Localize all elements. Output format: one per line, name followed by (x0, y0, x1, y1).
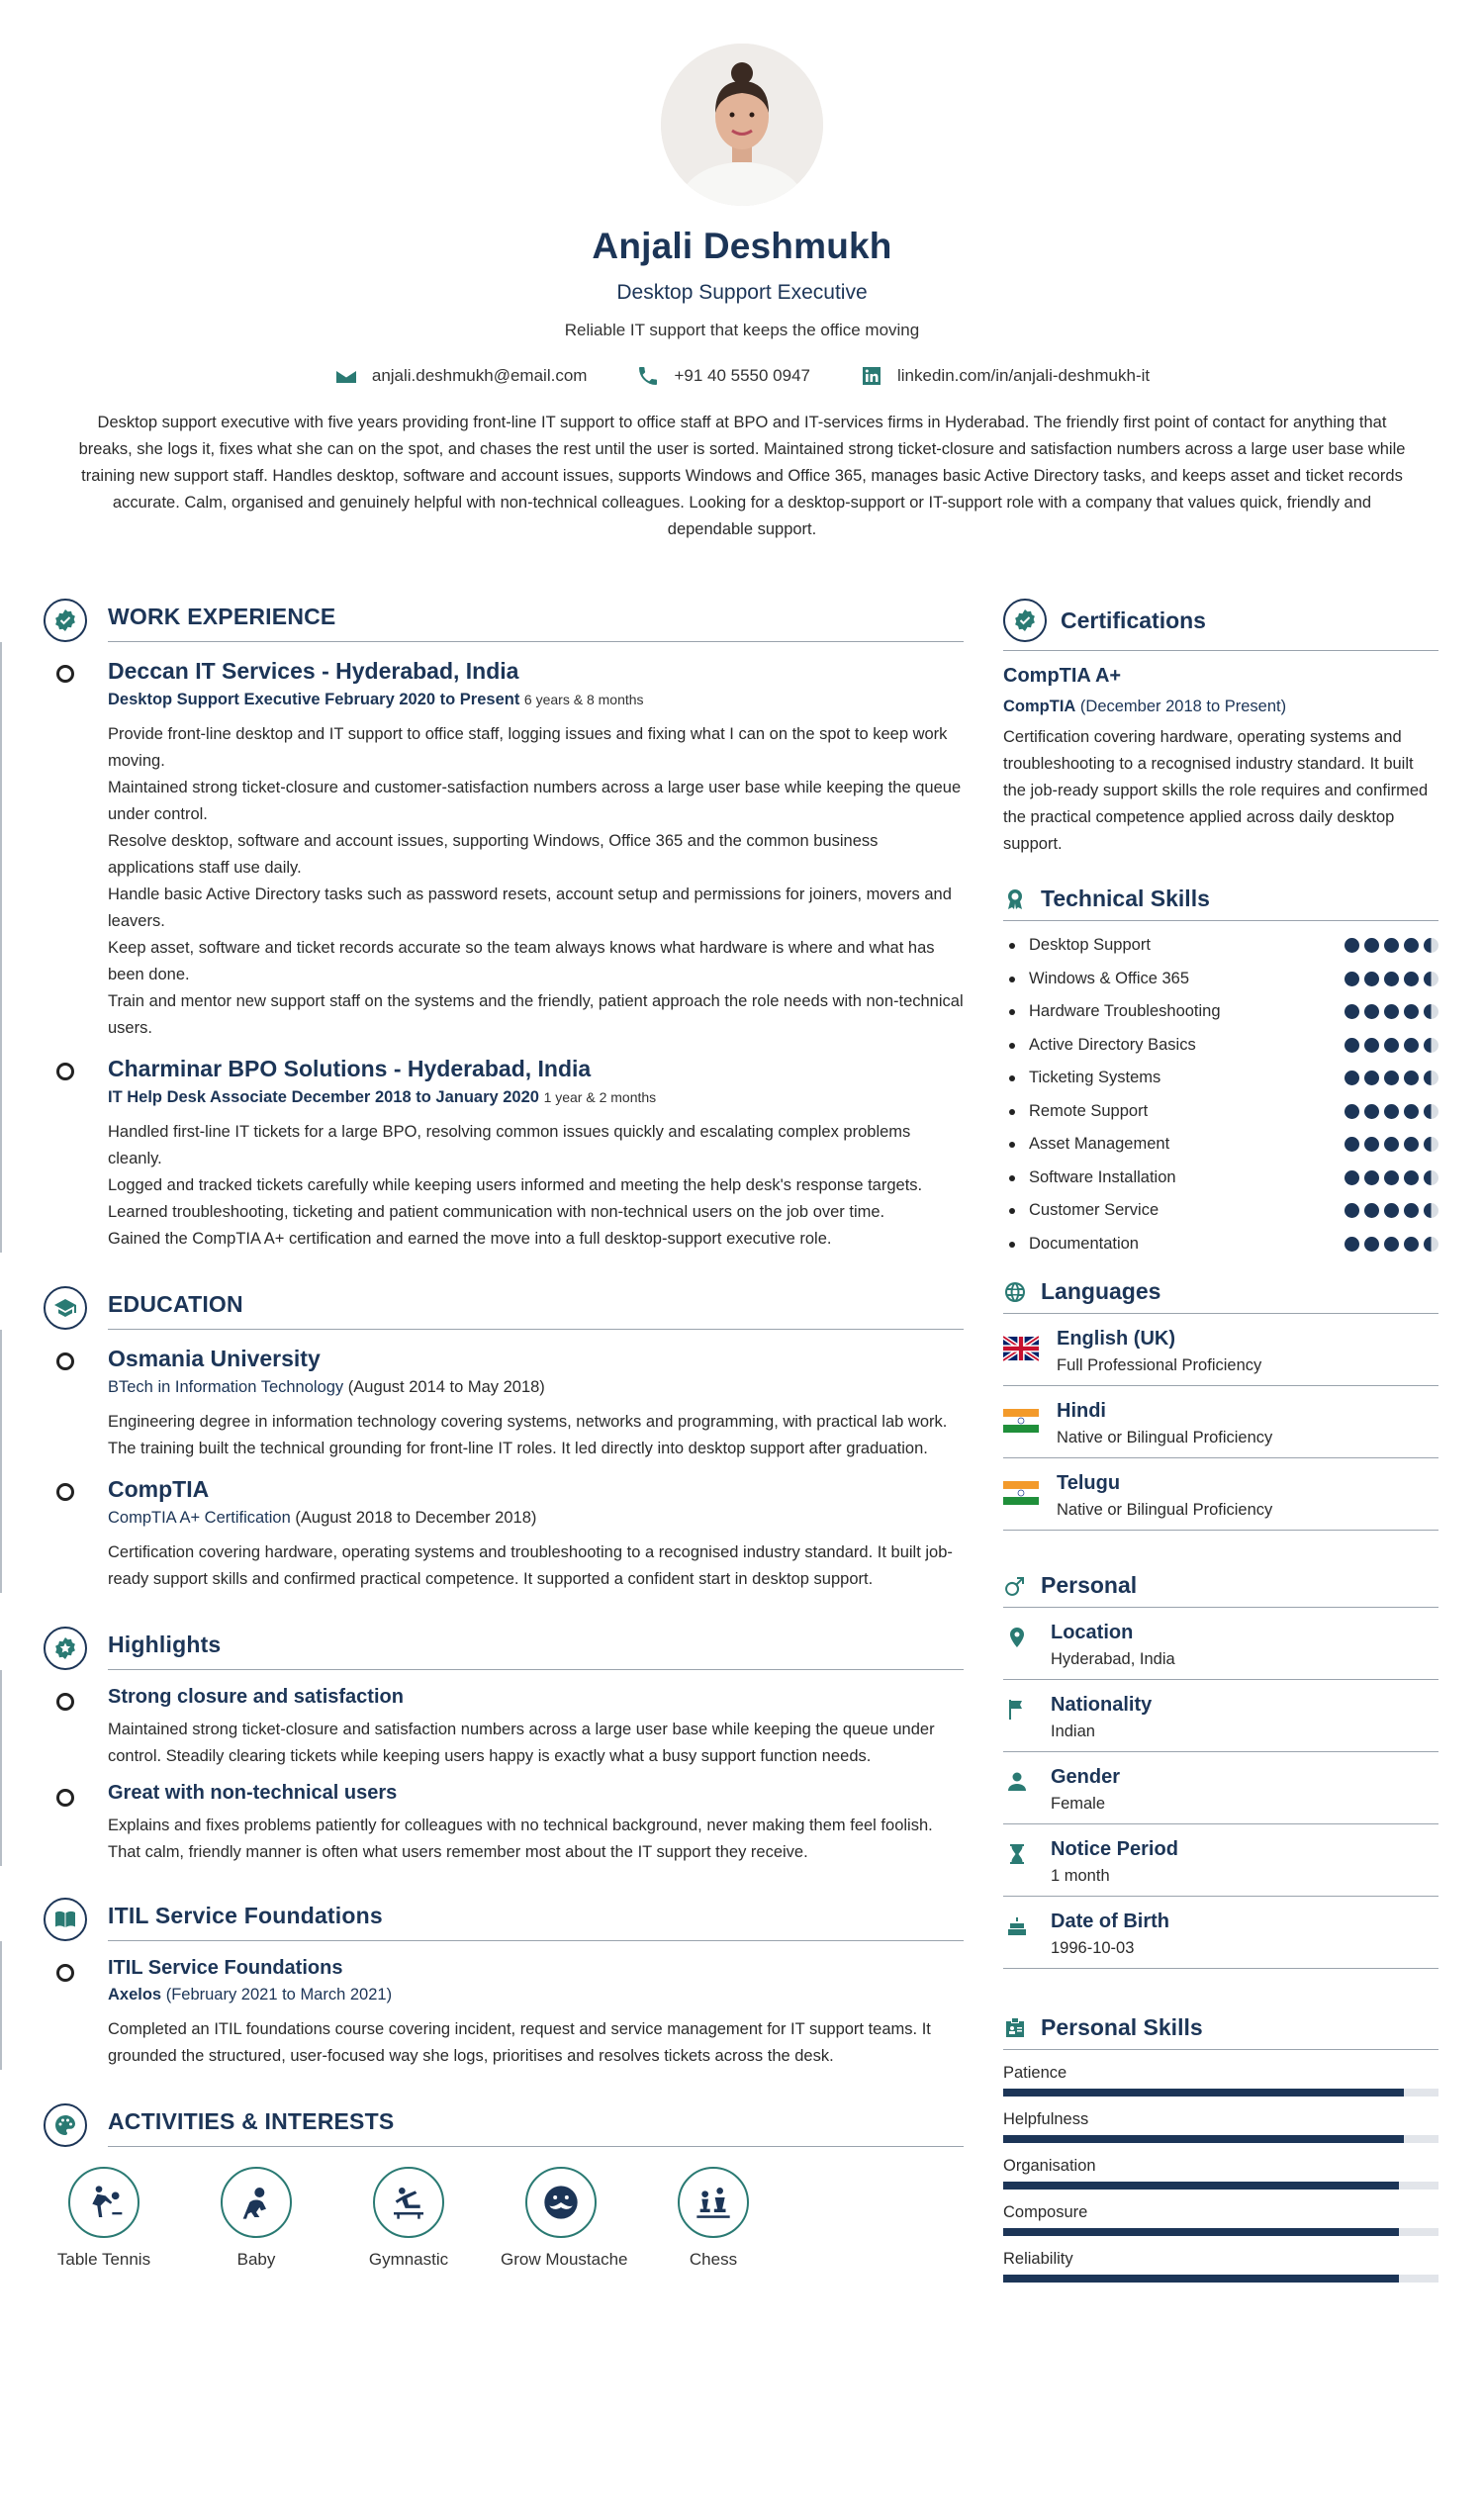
right-column (1003, 599, 1438, 2283)
contact-linkedin[interactable] (860, 364, 1150, 388)
activity-label: Chess (689, 2250, 738, 2269)
email-icon (334, 364, 358, 388)
highlights-section (44, 1627, 964, 1866)
itil-entry-title: ITIL Service Foundations (108, 1957, 343, 1979)
job-position: IT Help Desk Associate (108, 1088, 287, 1106)
languages-title: Languages (1041, 1278, 1161, 1304)
itil-dates: (February 2021 to March 2021) (165, 1986, 393, 2004)
language-name: Telugu (1057, 1472, 1121, 1494)
education-entry (108, 1476, 964, 1593)
technical-skill-name: Hardware Troubleshooting (1029, 1002, 1221, 1021)
job-bullet: Handled first-line IT tickets for a large BPO, resolving common issues quickly and escalating complex problems cleanly. (108, 1123, 911, 1167)
language-item (1003, 1314, 1438, 1386)
job-duration: 1 year & 2 months (543, 1089, 657, 1105)
rating-dot (1424, 1137, 1438, 1152)
rating-dot (1345, 1170, 1359, 1185)
skill-rating (1345, 1170, 1438, 1185)
left-column (44, 599, 964, 2270)
personal-skill-item (1003, 2157, 1438, 2190)
job-bullets (108, 1119, 964, 1253)
rating-dot (1384, 1038, 1399, 1053)
personal-key: Notice Period (1051, 1838, 1178, 1860)
rating-dot (1345, 1104, 1359, 1119)
rating-dot (1364, 972, 1379, 986)
rating-dot (1384, 972, 1399, 986)
rating-dot (1364, 1104, 1379, 1119)
education-entry (108, 1346, 964, 1462)
rating-dot (1384, 1203, 1399, 1218)
education-school: Osmania University (108, 1346, 321, 1371)
language-level: Full Professional Proficiency (1057, 1356, 1262, 1374)
technical-skill-name: Customer Service (1029, 1201, 1159, 1220)
rating-dot (1424, 972, 1438, 986)
technical-skill-item (1003, 1162, 1438, 1195)
gender-male-icon (1003, 1574, 1027, 1598)
person-icon (1005, 1770, 1029, 1794)
activity-label: Grow Moustache (501, 2250, 628, 2269)
email-text: anjali.deshmukh@email.com (371, 366, 588, 385)
highlights-title: Highlights (108, 1631, 222, 1657)
personal-item (1003, 1897, 1438, 1969)
rating-dot (1404, 972, 1419, 986)
skill-rating (1345, 1004, 1438, 1019)
rating-dot (1384, 1004, 1399, 1019)
activities-list (44, 2167, 964, 2270)
linkedin-text: linkedin.com/in/anjali-deshmukh-it (897, 366, 1151, 385)
rating-dot (1364, 938, 1379, 953)
education-desc: Certification covering hardware, operating systems and troubleshooting to a recognised industry standard. It built job-ready support skills and confirmed practical competence. It supported a confident start in desktop support. (108, 1543, 953, 1588)
education-meta (108, 1378, 964, 1397)
activity-item (44, 2167, 164, 2270)
personal-skill-item (1003, 2250, 1438, 2283)
education-degree: CompTIA A+ Certification (108, 1509, 291, 1527)
personal-skill-bar (1003, 2135, 1438, 2143)
job-bullets (108, 721, 964, 1042)
certifications-title: Certifications (1061, 606, 1206, 633)
job-duration: 6 years & 8 months (523, 692, 644, 707)
certificate-badge-icon (1003, 599, 1047, 642)
rating-dot (1424, 1004, 1438, 1019)
education-desc: Engineering degree in information technology covering systems, networks and programming, with practical lab work. The training built the technical grounding for front-line IT roles. It led directly into desktop support after graduation. (108, 1413, 948, 1457)
skill-rating (1345, 1038, 1438, 1053)
certifications-section (1003, 599, 1438, 858)
personal-item (1003, 1680, 1438, 1752)
job-bullet: Resolve desktop, software and account issues, supporting Windows, Office 365 and the common business applications staff use daily. (108, 832, 879, 877)
language-name: Hindi (1057, 1400, 1106, 1422)
job-dates: December 2018 to January 2020 (291, 1088, 539, 1106)
phone-icon (636, 364, 660, 388)
flag-icon (1005, 1698, 1029, 1722)
personal-skill-fill (1003, 2182, 1399, 2190)
job-meta (108, 1088, 964, 1107)
skill-rating (1345, 1203, 1438, 1218)
personal-skill-name: Patience (1003, 2064, 1067, 2082)
candidate-name: Anjali Deshmukh (592, 226, 892, 266)
job-bullet: Logged and tracked tickets carefully while keeping users informed and meeting the help desk's response targets. (108, 1176, 923, 1194)
job-entry (108, 1056, 964, 1253)
table-tennis-icon (84, 2183, 124, 2222)
work-experience-title: WORK EXPERIENCE (108, 604, 336, 629)
language-level: Native or Bilingual Proficiency (1057, 1429, 1273, 1446)
skill-rating (1345, 1237, 1438, 1252)
moustache-icon (541, 2183, 581, 2222)
personal-section (1003, 1572, 1438, 1969)
personal-key: Location (1051, 1622, 1134, 1643)
rating-dot (1404, 1004, 1419, 1019)
education-dates: (August 2018 to December 2018) (295, 1509, 537, 1527)
technical-skill-item (1003, 1062, 1438, 1095)
personal-skill-bar (1003, 2275, 1438, 2283)
highlight-title: Great with non-technical users (108, 1782, 398, 1804)
job-company: Deccan IT Services - Hyderabad, India (108, 658, 519, 684)
job-bullet: Train and mentor new support staff on the systems and the friendly, patient approach the role needs with non-technical users. (108, 992, 964, 1037)
activity-label: Table Tennis (56, 2250, 151, 2269)
activity-item (196, 2167, 317, 2270)
language-item (1003, 1386, 1438, 1458)
education-degree: BTech in Information Technology (108, 1378, 344, 1396)
education-dates: (August 2014 to May 2018) (347, 1378, 545, 1396)
location-pin-icon (1005, 1626, 1029, 1649)
personal-key: Date of Birth (1051, 1911, 1169, 1932)
technical-skill-name: Ticketing Systems (1029, 1069, 1161, 1087)
personal-value: 1 month (1051, 1867, 1110, 1885)
technical-skill-name: Documentation (1029, 1234, 1139, 1253)
graduation-cap-icon (44, 1286, 87, 1330)
personal-skill-item (1003, 2064, 1438, 2097)
rating-dot (1424, 1071, 1438, 1085)
rating-dot (1345, 1071, 1359, 1085)
rating-dot (1364, 1170, 1379, 1185)
language-item (1003, 1458, 1438, 1531)
personal-value: Hyderabad, India (1051, 1650, 1175, 1668)
itil-title: ITIL Service Foundations (108, 1903, 383, 1928)
personal-skills-list (1003, 2064, 1438, 2283)
rating-dot (1384, 1237, 1399, 1252)
linkedin-icon (860, 364, 883, 388)
personal-key: Nationality (1051, 1694, 1153, 1716)
personal-skills-title: Personal Skills (1041, 2014, 1203, 2040)
education-school: CompTIA (108, 1476, 210, 1502)
personal-value: Female (1051, 1795, 1106, 1813)
id-badge-icon (1003, 2016, 1027, 2040)
phone-text: +91 40 5550 0947 (674, 366, 810, 385)
personal-skill-bar (1003, 2182, 1438, 2190)
job-bullet: Keep asset, software and ticket records accurate so the team always knows what hardware is where and what has been done. (108, 939, 935, 983)
activity-item (501, 2167, 628, 2270)
technical-skill-item (1003, 1194, 1438, 1228)
personal-value: Indian (1051, 1723, 1095, 1740)
india-flag-icon (1003, 1480, 1039, 1506)
rating-dot (1424, 1170, 1438, 1185)
languages-section (1003, 1278, 1438, 1531)
rating-dot (1404, 938, 1419, 953)
technical-skill-name: Asset Management (1029, 1135, 1170, 1154)
technical-skill-name: Desktop Support (1029, 936, 1151, 955)
personal-key: Gender (1051, 1766, 1121, 1788)
rating-dot (1345, 938, 1359, 953)
personal-item (1003, 1752, 1438, 1824)
globe-icon (1003, 1280, 1027, 1304)
rating-dot (1384, 1170, 1399, 1185)
personal-title: Personal (1041, 1572, 1138, 1598)
job-position: Desktop Support Executive (108, 691, 321, 708)
personal-skill-item (1003, 2203, 1438, 2236)
star-badge-icon (44, 1627, 87, 1670)
candidate-role: Desktop Support Executive (616, 281, 868, 304)
education-title: EDUCATION (108, 1291, 243, 1317)
technical-skill-item (1003, 929, 1438, 963)
work-experience-section (44, 599, 964, 1253)
job-entry (108, 658, 964, 1042)
personal-skill-fill (1003, 2135, 1404, 2143)
profile-summary: Desktop support executive with five years providing front-line IT support to office staff at BPO and IT-services firms in Hyderabad. The friendly first point of contact for anything that breaks, she logs it, fixes what she can on the spot, and chases the rest until the user is sorted. Maintained strong ticket-closure and satisfaction numbers across a large user base while training new support staff. Handles desktop, software and account issues, supports Windows and Office 365, manages basic Active Directory tasks, and keeps asset and ticket records accurate. Calm, organised and genuinely helpful with non-technical colleagues. Looking for a desktop-support or IT-support role with a company that values quick, friendly and dependable support. (78, 414, 1406, 538)
rating-dot (1364, 1071, 1379, 1085)
cert-meta (1003, 698, 1438, 716)
rating-dot (1404, 1038, 1419, 1053)
cake-icon (1005, 1914, 1029, 1938)
job-bullet: Maintained strong ticket-closure and customer-satisfaction numbers across a large user base while keeping the queue under control. (108, 779, 962, 823)
highlight-desc: Explains and fixes problems patiently for colleagues with no technical background, never making them feel foolish. That calm, friendly manner is often what users remember most about the IT support they receive. (108, 1817, 933, 1861)
job-bullet: Provide front-line desktop and IT support to office staff, logging issues and fixing what I can on the spot to keep work moving. (108, 725, 948, 770)
technical-skill-name: Windows & Office 365 (1029, 969, 1190, 987)
technical-skills-title: Technical Skills (1041, 886, 1210, 911)
rating-dot (1404, 1071, 1419, 1085)
rating-dot (1424, 1203, 1438, 1218)
personal-skill-bar (1003, 2089, 1438, 2097)
rating-dot (1345, 1137, 1359, 1152)
activities-title: ACTIVITIES & INTERESTS (108, 2108, 395, 2134)
technical-skills-section (1003, 886, 1438, 1260)
itil-org: Axelos (108, 1986, 162, 2004)
rating-dot (1364, 1038, 1379, 1053)
palette-icon (44, 2103, 87, 2147)
personal-skill-fill (1003, 2089, 1404, 2097)
cert-name: CompTIA A+ (1003, 665, 1122, 687)
technical-skill-item (1003, 1128, 1438, 1162)
personal-skill-name: Organisation (1003, 2157, 1096, 2175)
personal-item (1003, 1824, 1438, 1897)
highlight-title: Strong closure and satisfaction (108, 1686, 404, 1708)
resume-header (0, 0, 1484, 543)
contact-phone[interactable] (636, 364, 810, 388)
personal-skill-item (1003, 2110, 1438, 2143)
rating-dot (1424, 1237, 1438, 1252)
rating-dot (1384, 1137, 1399, 1152)
rating-dot (1345, 1004, 1359, 1019)
technical-skill-item (1003, 1228, 1438, 1261)
itil-section (44, 1898, 964, 2070)
rating-dot (1424, 938, 1438, 953)
book-icon (44, 1898, 87, 1941)
technical-skill-name: Active Directory Basics (1029, 1035, 1196, 1054)
rating-dot (1384, 938, 1399, 953)
skill-rating (1345, 1104, 1438, 1119)
rating-dot (1404, 1203, 1419, 1218)
personal-skill-name: Composure (1003, 2203, 1088, 2221)
gymnastic-icon (389, 2183, 428, 2222)
highlight-entry (108, 1782, 964, 1866)
job-company: Charminar BPO Solutions - Hyderabad, India (108, 1056, 592, 1081)
job-bullet: Learned troubleshooting, ticketing and patient communication with non-technical users on the job over time. (108, 1203, 885, 1221)
award-ribbon-icon (1003, 887, 1027, 911)
activity-label: Baby (236, 2250, 276, 2269)
personal-skill-name: Reliability (1003, 2250, 1073, 2268)
uk-flag-icon (1003, 1336, 1039, 1361)
activity-label: Gymnastic (368, 2250, 449, 2269)
avatar (661, 44, 823, 206)
baby-icon (236, 2183, 276, 2222)
contact-row (0, 364, 1484, 388)
technical-skill-name: Remote Support (1029, 1101, 1149, 1120)
personal-skill-fill (1003, 2228, 1399, 2236)
india-flag-icon (1003, 1408, 1039, 1434)
highlight-desc: Maintained strong ticket-closure and satisfaction numbers across a large user base while keeping the queue under control. Steadily clearing tickets while keeping users happy is exactly what a busy support function needs. (108, 1721, 935, 1765)
skill-rating (1345, 1071, 1438, 1085)
skill-rating (1345, 972, 1438, 986)
itil-entry (108, 1957, 964, 2070)
activity-item (653, 2167, 774, 2270)
technical-skill-name: Software Installation (1029, 1167, 1176, 1186)
personal-skill-name: Helpfulness (1003, 2110, 1089, 2128)
contact-email[interactable] (334, 364, 588, 388)
badge-check-icon (44, 599, 87, 642)
highlight-entry (108, 1686, 964, 1770)
job-meta (108, 691, 964, 709)
technical-skill-item (1003, 963, 1438, 996)
skill-rating (1345, 1137, 1438, 1152)
technical-skill-item (1003, 995, 1438, 1029)
job-dates: February 2020 to Present (325, 691, 520, 708)
rating-dot (1345, 972, 1359, 986)
rating-dot (1404, 1237, 1419, 1252)
rating-dot (1404, 1170, 1419, 1185)
rating-dot (1384, 1071, 1399, 1085)
personal-skill-bar (1003, 2228, 1438, 2236)
technical-skill-item (1003, 1029, 1438, 1063)
rating-dot (1404, 1137, 1419, 1152)
personal-value: 1996-10-03 (1051, 1939, 1135, 1957)
rating-dot (1364, 1137, 1379, 1152)
rating-dot (1384, 1104, 1399, 1119)
cert-desc: Certification covering hardware, operating systems and troubleshooting to a recognised industry standard. It built the job-ready support skills the role requires and confirmed the practical competence applied across daily desktop support. (1003, 728, 1429, 853)
rating-dot (1364, 1203, 1379, 1218)
language-name: English (UK) (1057, 1328, 1175, 1350)
candidate-tagline: Reliable IT support that keeps the office moving (564, 321, 920, 339)
education-meta (108, 1509, 964, 1528)
cert-dates: (December 2018 to Present) (1079, 698, 1287, 715)
technical-skills-list (1003, 929, 1438, 1260)
technical-skill-item (1003, 1095, 1438, 1129)
chess-icon (694, 2183, 733, 2222)
itil-meta (108, 1986, 964, 2004)
rating-dot (1345, 1038, 1359, 1053)
cert-org: CompTIA (1003, 698, 1076, 715)
activities-section (44, 2103, 964, 2270)
rating-dot (1345, 1203, 1359, 1218)
hourglass-icon (1005, 1842, 1029, 1866)
rating-dot (1364, 1237, 1379, 1252)
rating-dot (1364, 1004, 1379, 1019)
rating-dot (1404, 1104, 1419, 1119)
rating-dot (1345, 1237, 1359, 1252)
job-bullet: Gained the CompTIA A+ certification and earned the move into a full desktop-support executive role. (108, 1230, 832, 1248)
education-section (44, 1286, 964, 1593)
language-level: Native or Bilingual Proficiency (1057, 1501, 1273, 1519)
skill-rating (1345, 938, 1438, 953)
job-bullet: Handle basic Active Directory tasks such as password resets, account setup and permissions for joiners, movers and leavers. (108, 886, 952, 930)
activity-item (348, 2167, 469, 2270)
rating-dot (1424, 1104, 1438, 1119)
personal-skill-fill (1003, 2275, 1399, 2283)
rating-dot (1424, 1038, 1438, 1053)
itil-desc: Completed an ITIL foundations course covering incident, request and service management for IT support teams. It grounded the structured, user-focused way she logs, prioritises and resolves tickets across the desk. (108, 2020, 931, 2065)
personal-skills-section (1003, 2014, 1438, 2283)
personal-item (1003, 1608, 1438, 1680)
